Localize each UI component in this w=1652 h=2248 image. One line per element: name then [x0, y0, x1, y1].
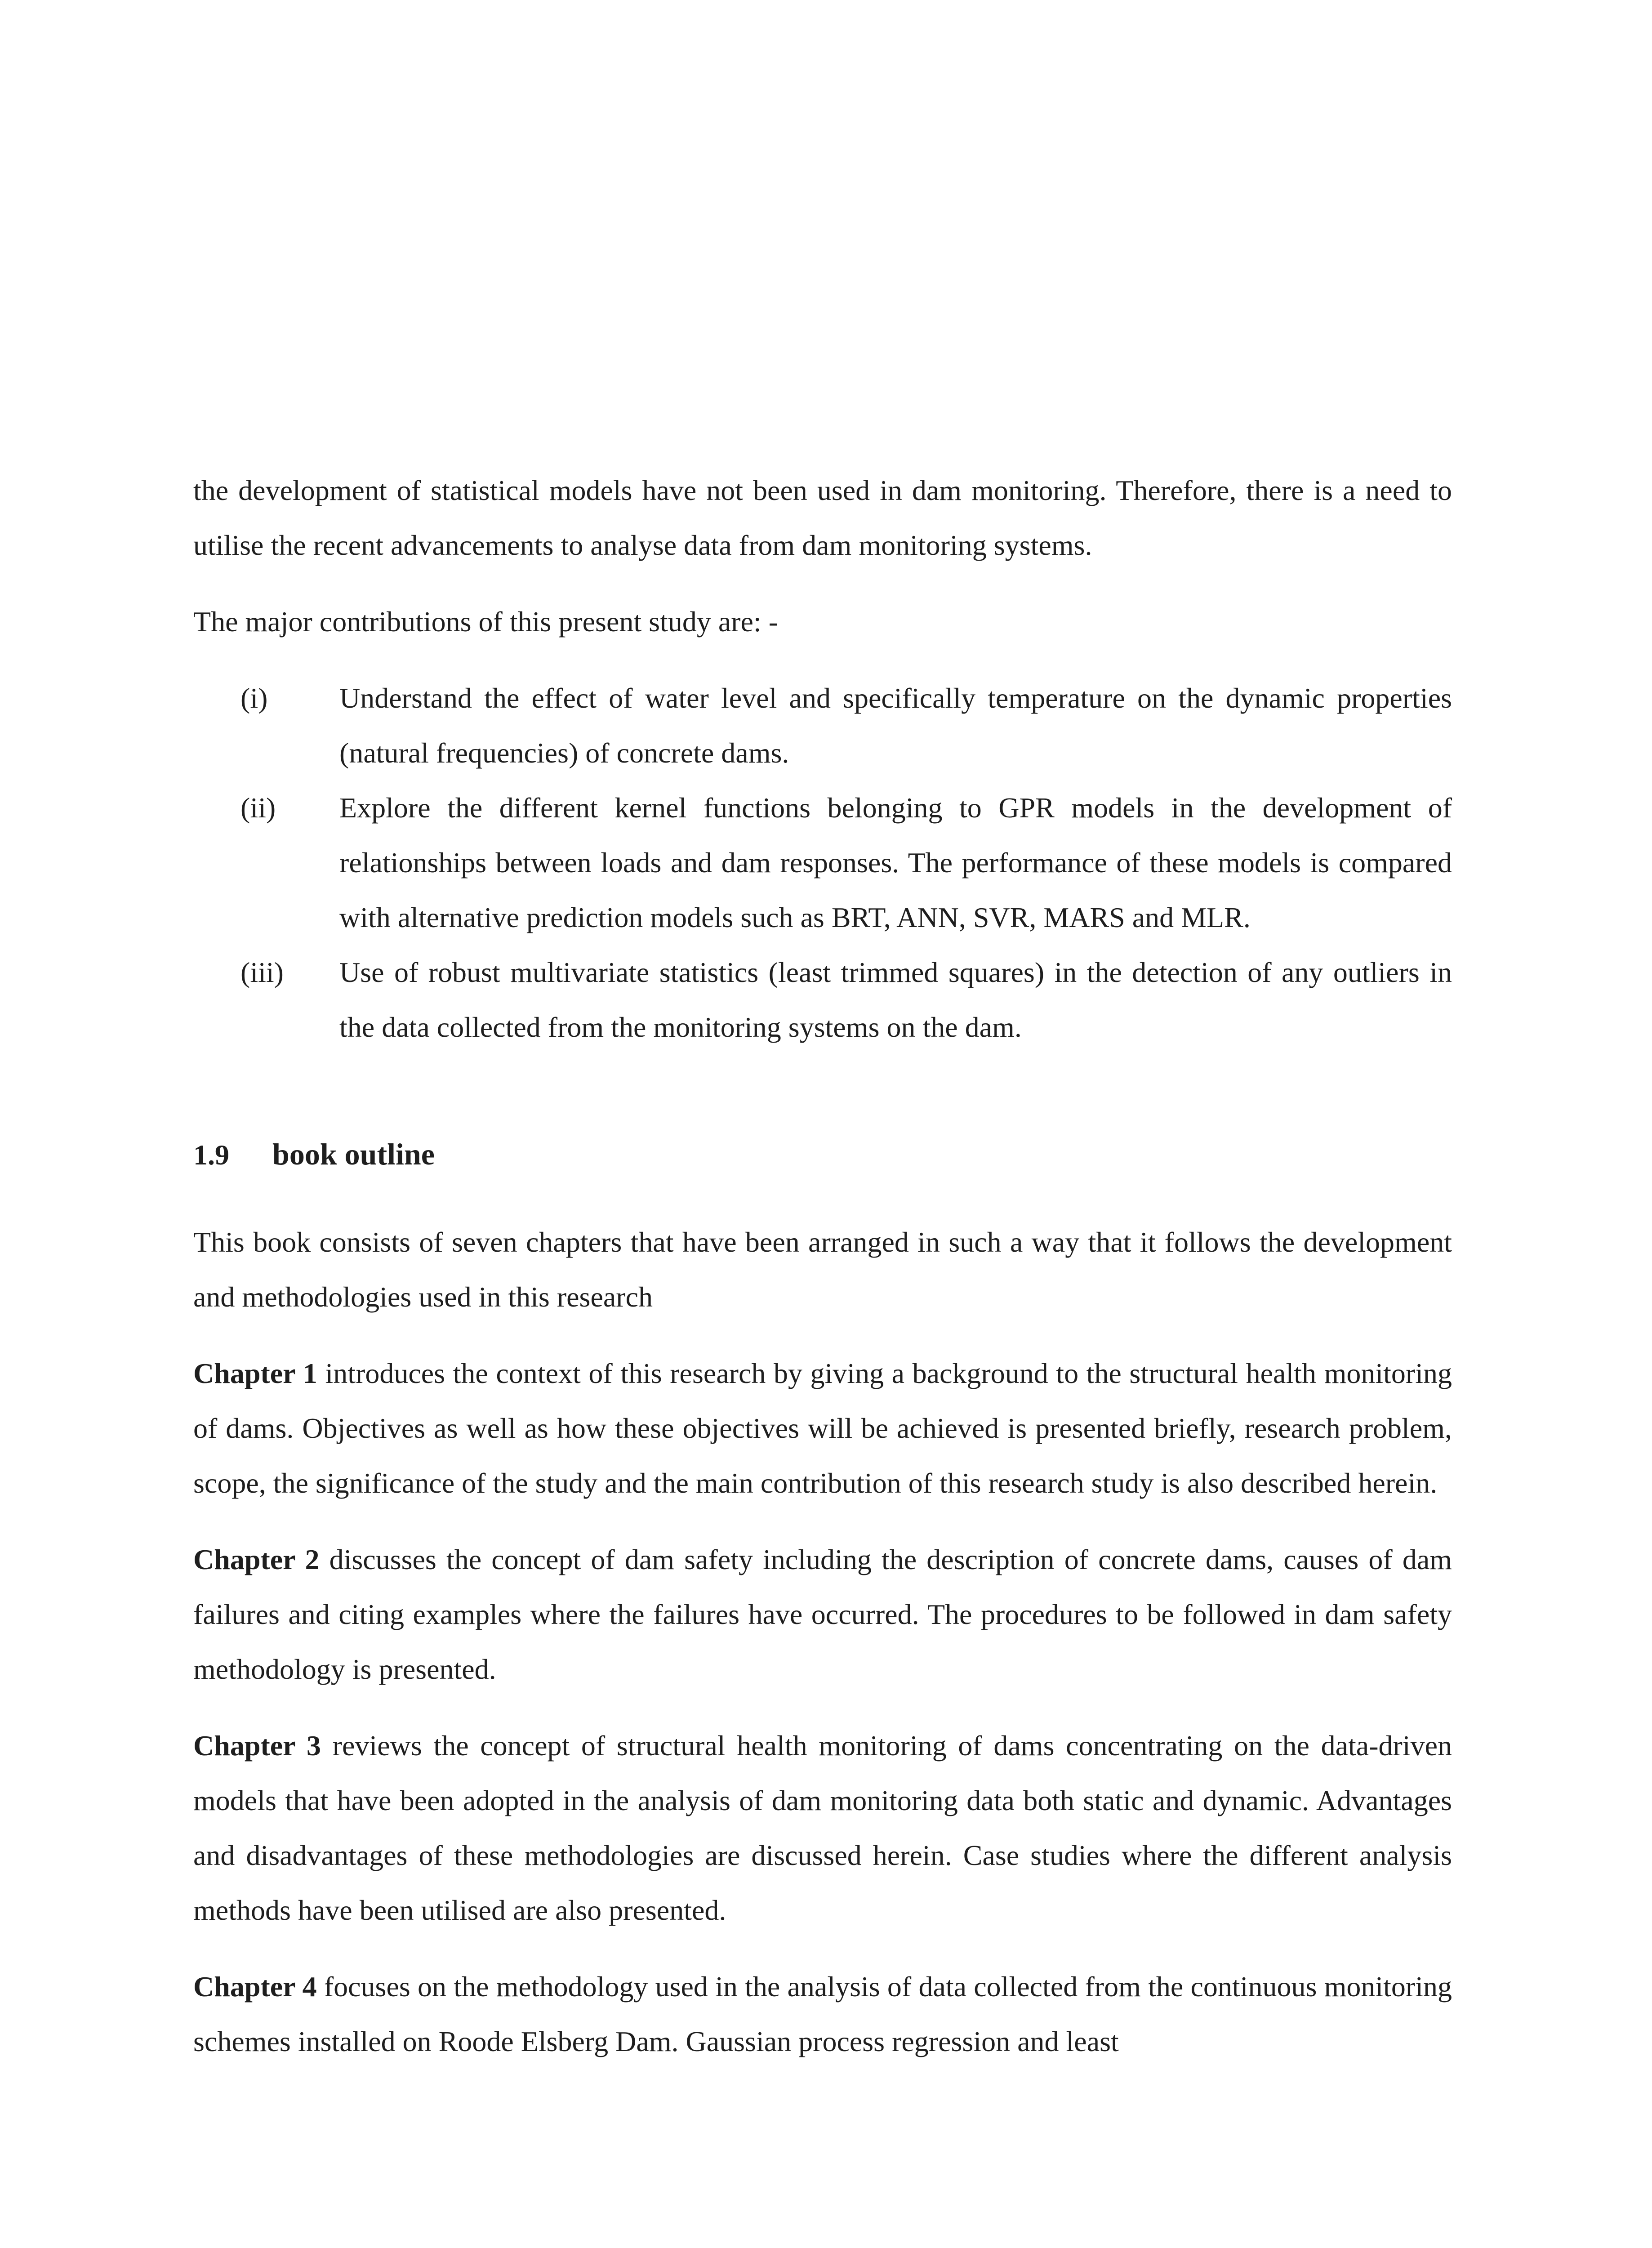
list-item-number: (iii): [240, 956, 284, 988]
chapter-label: Chapter 4: [193, 1971, 317, 2003]
outline-intro: This book consists of seven chapters that have been arranged in such a way that it follows the development and methodologies used in this research: [193, 1226, 1452, 1313]
list-item-number: (ii): [240, 792, 276, 824]
chapter-description: introduces the context of this research by giving a background to the structural health monitoring of dams. Objectives as well as how these objectives will be achieved is presented briefly, research problem, scope, the significance of the study and the main contribution of this research study is also described herein.: [193, 1357, 1452, 1499]
section-number: 1.9: [193, 1139, 229, 1171]
section-title: book outline: [272, 1137, 435, 1171]
list-item: [193, 945, 1452, 1055]
list-item: [193, 781, 1452, 945]
list-item-text: Explore the different kernel functions belonging to GPR models in the development of relationships between loads and dam responses. The performance of these models is compared with alternative prediction models such as BRT, ANN, SVR, MARS and MLR.: [339, 792, 1452, 933]
chapter-description: discusses the concept of dam safety including the description of concrete dams, causes of dam failures and citing examples where the failures have occurred. The procedures to be followed in dam safety methodology is presented.: [193, 1543, 1452, 1685]
chapter-label: Chapter 3: [193, 1730, 321, 1762]
chapter-label: Chapter 1: [193, 1357, 317, 1389]
chapter-paragraph: [193, 1532, 1452, 1697]
contributions-intro: The major contributions of this present study are: -: [193, 606, 779, 638]
chapter-label: Chapter 2: [193, 1543, 320, 1575]
continued-paragraph: the development of statistical models have not been used in dam monitoring. Therefore, there is a need to utilise the recent advancements to analyse data from dam monitoring systems.: [193, 474, 1452, 561]
contributions-list: [193, 671, 1452, 1055]
chapter-description: focuses on the methodology used in the analysis of data collected from the continuous monitoring schemes installed on Roode Elsberg Dam. Gaussian process regression and least: [193, 1971, 1452, 2057]
chapter-description: reviews the concept of structural health monitoring of dams concentrating on the data-driven models that have been adopted in the analysis of dam monitoring data both static and dynamic. Advantages and disadvantages of these methodologies are discussed herein. Case studies where the different analysis methods have been utilised are also presented.: [193, 1730, 1452, 1926]
chapter-paragraph: [193, 1346, 1452, 1511]
chapter-paragraph: [193, 1959, 1452, 2069]
list-item: [193, 671, 1452, 781]
list-item-number: (i): [240, 682, 268, 714]
list-item-text: Use of robust multivariate statistics (least trimmed squares) in the detection of any outliers in the data collected from the monitoring systems on the dam.: [339, 956, 1452, 1043]
chapter-paragraph: [193, 1718, 1452, 1938]
page-body: [193, 463, 1452, 2091]
section-heading: [193, 1127, 1452, 1182]
list-item-text: Understand the effect of water level and specifically temperature on the dynamic properties (natural frequencies) of concrete dams.: [339, 682, 1452, 769]
